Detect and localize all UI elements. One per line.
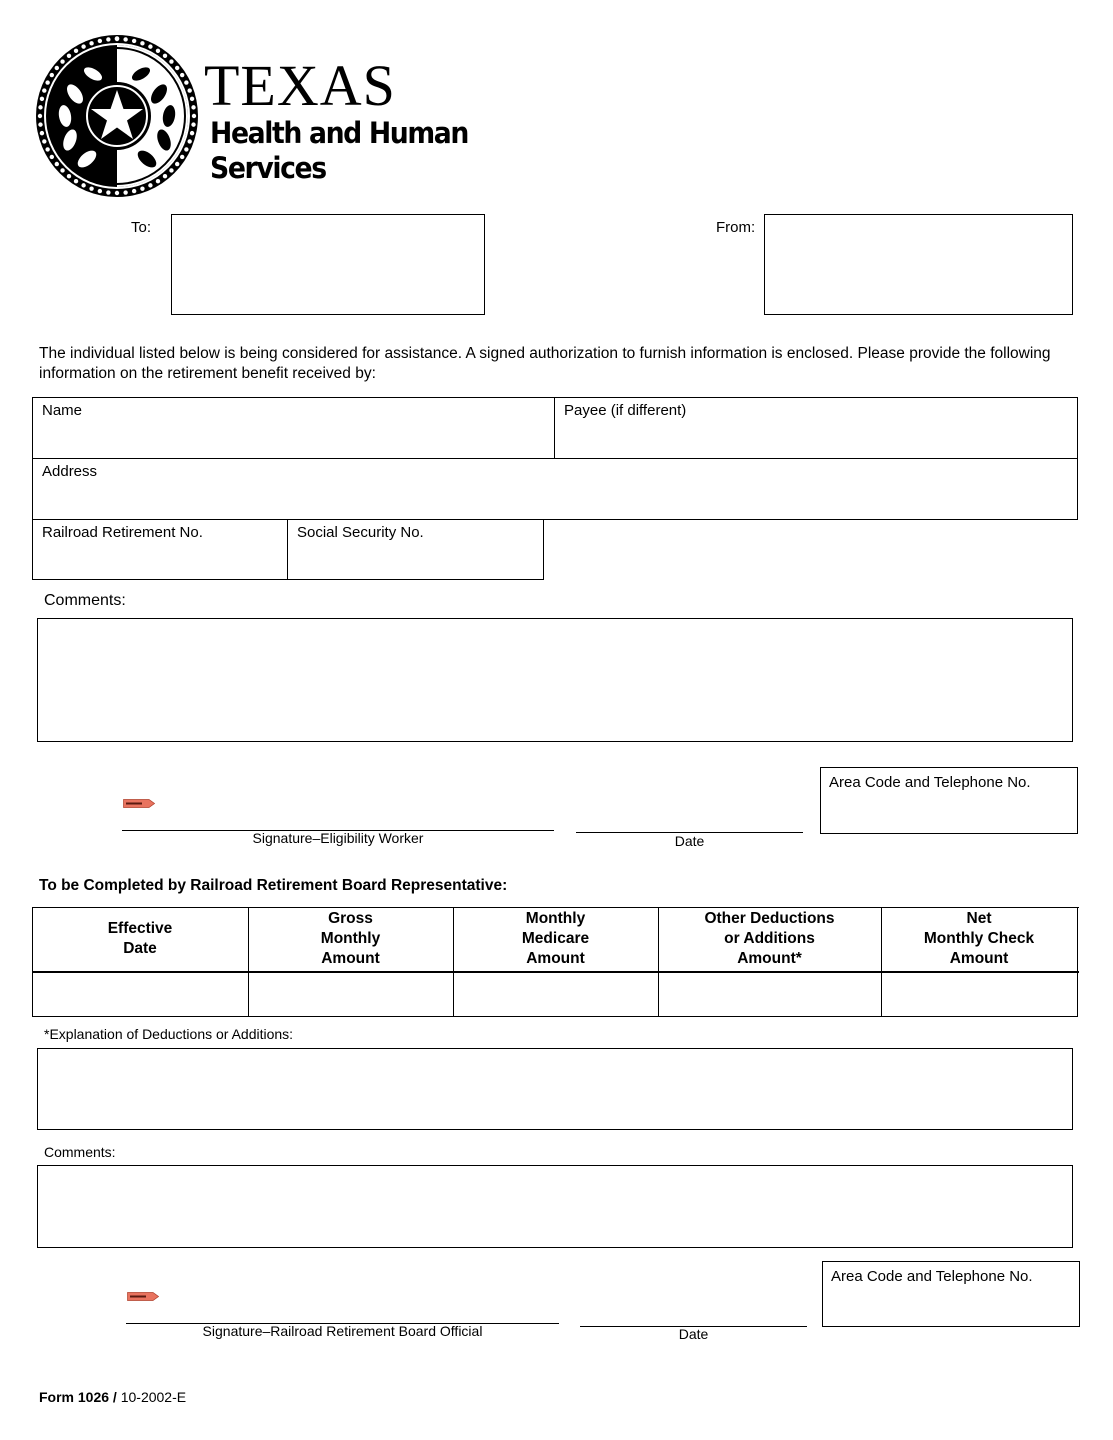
explanation-field[interactable]: [37, 1048, 1073, 1130]
agency-name-texas: TEXAS: [204, 53, 396, 118]
social-security-no-label: Social Security No.: [297, 524, 424, 541]
agency-name-line2: Services: [210, 151, 326, 185]
sign-here-tag-icon: [127, 1292, 159, 1301]
table-col-border: [1077, 907, 1078, 1017]
to-field[interactable]: [171, 214, 485, 315]
rrb-comments-label: Comments:: [44, 1144, 116, 1160]
address-field[interactable]: [32, 458, 1078, 520]
rrb-section-heading: To be Completed by Railroad Retirement Board Representative:: [39, 877, 508, 894]
from-label: From:: [716, 219, 756, 236]
comments-label: Comments:: [44, 592, 126, 609]
social-security-no-field[interactable]: [287, 519, 544, 580]
official-telephone-label: Area Code and Telephone No.: [831, 1268, 1033, 1285]
benefit-table: [32, 907, 1079, 1017]
column-header-gross-monthly-amount: Gross Monthly Amount: [320, 910, 381, 967]
address-label: Address: [42, 463, 98, 480]
date-label: Date: [674, 833, 705, 849]
column-header-net-monthly-check: Net Monthly Check Amount: [923, 910, 1035, 967]
rrb-comments-field[interactable]: [37, 1165, 1073, 1248]
telephone-label: Area Code and Telephone No.: [829, 774, 1031, 791]
signature-label: Signature–Eligibility Worker: [252, 830, 424, 846]
net-monthly-check-amount-input[interactable]: [882, 973, 1077, 1016]
form-revision: 10-2002-E: [116, 1389, 187, 1405]
column-header-monthly-medicare-amount: Monthly Medicare Amount: [521, 910, 590, 967]
effective-date-input[interactable]: [33, 973, 248, 1016]
monthly-medicare-amount-input[interactable]: [454, 973, 658, 1016]
comments-field[interactable]: [37, 618, 1073, 742]
other-deductions-amount-input[interactable]: [659, 973, 881, 1016]
payee-label: Payee (if different): [564, 402, 687, 419]
texas-seal-star-icon: [35, 34, 200, 199]
explanation-label: *Explanation of Deductions or Additions:: [44, 1026, 294, 1042]
table-bottom-border: [32, 1016, 1078, 1017]
sign-here-tag-icon: [123, 799, 155, 808]
from-field[interactable]: [764, 214, 1073, 315]
column-header-other-deductions: Other Deductions or Additions Amount*: [704, 910, 835, 967]
official-signature-label: Signature–Railroad Retirement Board Official: [202, 1323, 483, 1339]
name-label: Name: [42, 402, 83, 419]
form-number-label: Form 1026 /: [39, 1389, 117, 1405]
to-label: To:: [131, 219, 152, 236]
payee-field[interactable]: [554, 397, 1078, 459]
railroad-retirement-no-label: Railroad Retirement No.: [42, 524, 203, 541]
gross-monthly-amount-input[interactable]: [249, 973, 453, 1016]
telephone-field[interactable]: [820, 767, 1078, 834]
intro-text: The individual listed below is being considered for assistance. A signed authorization to furnish information is enclosed. Please provide the following information on the retirement benefit received by:: [39, 345, 1051, 382]
agency-logo: [35, 34, 200, 199]
form-number: [39, 1389, 186, 1405]
agency-name-line1: Health and Human: [210, 116, 469, 150]
column-header-effective-date: Effective Date: [107, 920, 173, 957]
official-telephone-field[interactable]: [822, 1261, 1080, 1327]
name-field[interactable]: [32, 397, 555, 459]
railroad-retirement-no-field[interactable]: [32, 519, 288, 580]
official-date-label: Date: [678, 1326, 709, 1342]
